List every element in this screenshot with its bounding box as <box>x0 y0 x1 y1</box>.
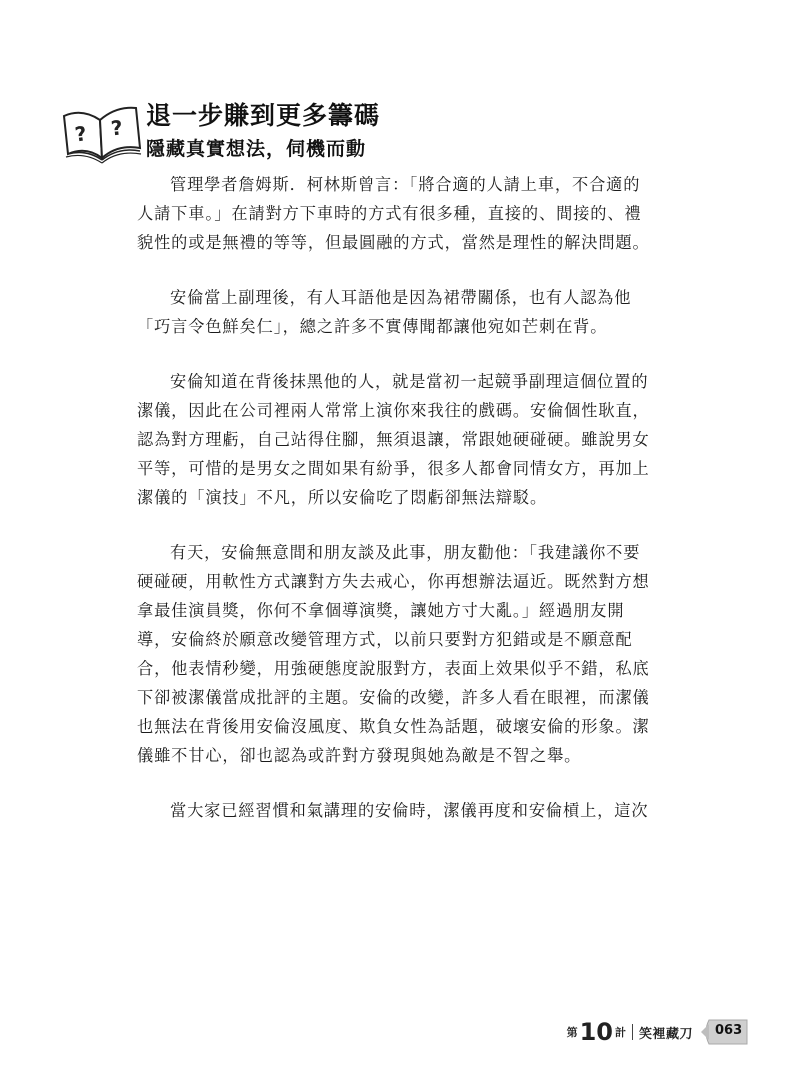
text-line: 平等，可惜的是男女之間如果有紛爭，很多人都會同情女方，再加上 <box>137 459 650 478</box>
text-line: 貌性的或是無禮的等等，但最圓融的方式，當然是理性的解決問題。 <box>137 233 650 252</box>
text-line: 也無法在背後用安倫沒風度、欺負女性為話題，破壞安倫的形象。潔 <box>137 717 650 736</box>
text-line: 有天，安倫無意間和朋友談及此事，朋友勸他：「我建議你不要 <box>170 543 641 562</box>
body-text <box>137 170 672 851</box>
chapter-name: 笑裡藏刀 <box>638 1026 693 1042</box>
chapter-number: 10 <box>579 1018 613 1046</box>
paragraph <box>137 283 672 341</box>
text-line: 當大家已經習慣和氣講理的安倫時，潔儀再度和安倫槓上，這次 <box>170 801 649 820</box>
chapter-prefix: 第 <box>566 1026 578 1039</box>
text-line: 認為對方理虧，自己站得住腳，無須退讓，常跟她硬碰硬。雖說男女 <box>137 430 650 449</box>
text-line: 硬碰硬，用軟性方式讓對方失去戒心，你再想辦法逼近。既然對方想 <box>137 572 650 591</box>
open-book-question-icon <box>60 94 144 164</box>
text-line: 安倫知道在背後抹黑他的人，就是當初一起競爭副理這個位置的 <box>170 372 649 391</box>
page-footer <box>567 1017 751 1047</box>
text-line: 下卻被潔儀當成批評的主題。安倫的改變，許多人看在眼裡，而潔儀 <box>137 688 650 707</box>
text-line: 管理學者詹姆斯．柯林斯曾言：「將合適的人請上車，不合適的 <box>170 175 641 194</box>
text-line: 儀雖不甘心，卻也認為或許對方發現與她為敵是不智之舉。 <box>137 746 582 765</box>
text-line: 導，安倫終於願意改變管理方式，以前只要對方犯錯或是不願意配 <box>137 630 633 649</box>
section-subtitle: 隱藏真實想法，伺機而動 <box>146 138 367 160</box>
paragraph <box>137 367 672 512</box>
paragraph <box>137 170 672 257</box>
page-number: 063 <box>715 1023 743 1038</box>
text-line: 合，他表情秒變，用強硬態度說服對方，表面上效果似乎不錯，私底 <box>137 659 650 678</box>
svg-text:?: ? <box>73 121 89 147</box>
footer-divider <box>632 1024 633 1040</box>
text-line: 安倫當上副理後，有人耳語他是因為裙帶關係，也有人認為他 <box>170 288 632 307</box>
section-header <box>60 88 760 178</box>
paragraph <box>137 796 672 825</box>
page-number-tab <box>701 1018 751 1046</box>
text-line: 拿最佳演員獎，你何不拿個導演獎，讓她方寸大亂。」經過朋友開 <box>137 601 625 620</box>
text-line: 人請下車。」在請對方下車時的方式有很多種，直接的、間接的、禮 <box>137 204 642 223</box>
text-line: 「巧言令色鮮矣仁」，總之許多不實傳聞都讓他宛如芒刺在背。 <box>137 317 608 336</box>
chapter-suffix: 計 <box>614 1026 626 1039</box>
svg-text:?: ? <box>109 115 124 141</box>
paragraph <box>137 538 672 770</box>
section-title: 退一步賺到更多籌碼 <box>146 101 381 130</box>
text-line: 潔儀的「演技」不凡，所以安倫吃了悶虧卻無法辯駁。 <box>137 488 548 507</box>
text-line: 潔儀，因此在公司裡兩人常常上演你來我往的戲碼。安倫個性耿直， <box>137 401 650 420</box>
